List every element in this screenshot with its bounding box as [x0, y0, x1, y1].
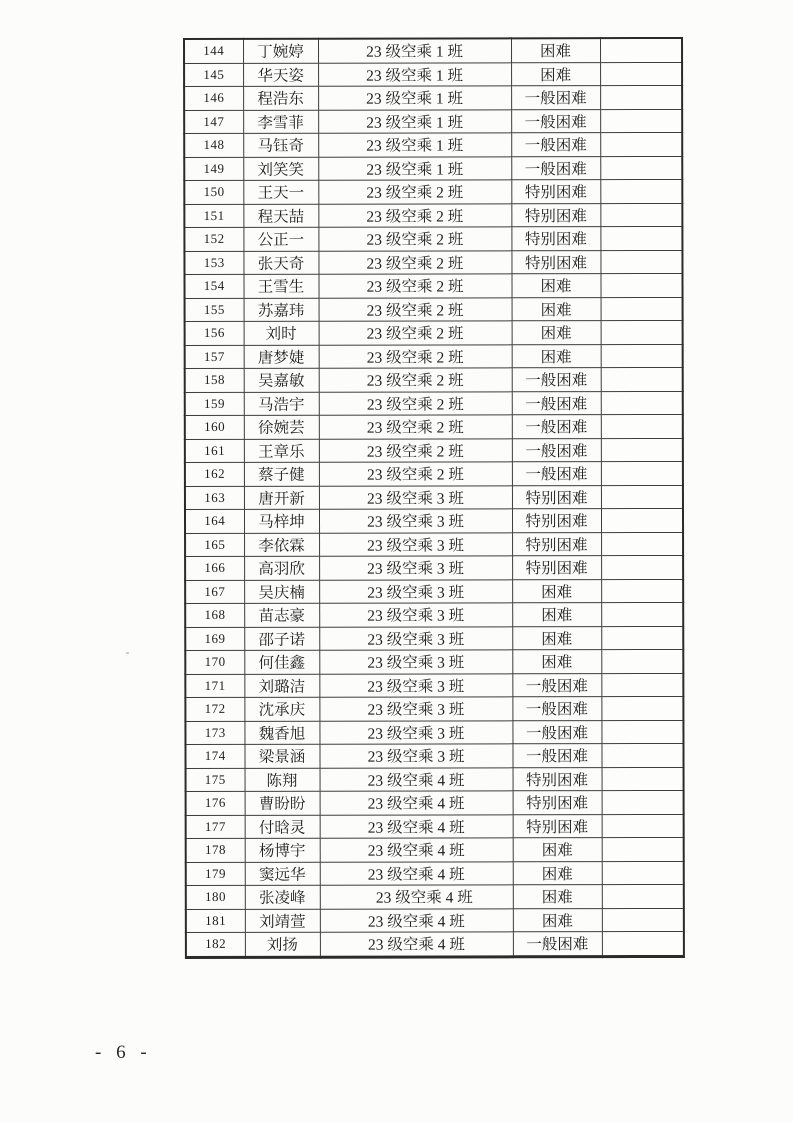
student-name-cell: 蔡子健: [244, 462, 319, 486]
row-number-cell: 160: [185, 415, 244, 439]
note-cell: [600, 132, 682, 156]
note-cell: [601, 508, 683, 532]
student-name-cell: 刘璐洁: [244, 674, 319, 698]
row-number-cell: 159: [185, 392, 244, 416]
note-cell: [601, 438, 683, 462]
student-name-cell: 吴嘉敏: [244, 368, 319, 392]
note-cell: [602, 767, 684, 791]
class-cell: 23 级空乘 3 班: [319, 603, 512, 627]
difficulty-cell: 一般困难: [512, 462, 601, 486]
row-number-cell: 181: [186, 909, 245, 933]
class-cell: 23 级空乘 2 班: [319, 368, 512, 392]
table-row: [185, 743, 683, 768]
difficulty-cell: 特别困难: [511, 180, 600, 204]
student-difficulty-table: [183, 37, 685, 959]
row-number-cell: 148: [184, 133, 243, 157]
note-cell: [601, 367, 683, 391]
student-name-cell: 苗志豪: [244, 603, 319, 627]
table-row: [185, 602, 683, 627]
table-row: [186, 884, 684, 909]
student-name-cell: 何佳鑫: [244, 650, 319, 674]
class-cell: 23 级空乘 4 班: [320, 932, 513, 957]
note-cell: [601, 720, 683, 744]
difficulty-cell: 困难: [513, 885, 602, 909]
table-row: [184, 132, 682, 157]
row-number-cell: 169: [185, 627, 244, 651]
difficulty-cell: 困难: [511, 274, 600, 298]
difficulty-cell: 困难: [511, 38, 600, 62]
row-number-cell: 162: [185, 462, 244, 486]
difficulty-cell: 特别困难: [511, 203, 600, 227]
student-name-cell: 华天姿: [243, 63, 318, 87]
class-cell: 23 级空乘 4 班: [320, 861, 513, 885]
table-row: [185, 297, 683, 322]
difficulty-cell: 特别困难: [513, 791, 602, 815]
difficulty-cell: 特别困难: [512, 556, 601, 580]
difficulty-cell: 特别困难: [512, 532, 601, 556]
difficulty-cell: 困难: [513, 861, 602, 885]
table-row: [184, 38, 682, 63]
table-row: [184, 179, 682, 204]
note-cell: [600, 250, 682, 274]
table-row: [186, 814, 684, 839]
student-table-body: [184, 38, 684, 957]
student-name-cell: 刘靖萱: [245, 909, 320, 933]
difficulty-cell: 特别困难: [513, 767, 602, 791]
class-cell: 23 级空乘 2 班: [318, 250, 511, 274]
student-name-cell: 程浩东: [243, 86, 318, 110]
student-name-cell: 唐梦婕: [244, 345, 319, 369]
note-cell: [600, 38, 682, 62]
student-name-cell: 沈承庆: [244, 697, 319, 721]
table-row: [185, 320, 683, 345]
student-name-cell: 马钰奇: [243, 133, 318, 157]
row-number-cell: 153: [184, 251, 243, 275]
table-row: [185, 344, 683, 369]
note-cell: [601, 344, 683, 368]
class-cell: 23 级空乘 2 班: [319, 438, 512, 462]
difficulty-cell: 一般困难: [513, 932, 602, 957]
table-row: [185, 555, 683, 580]
table-row: [185, 649, 683, 674]
class-cell: 23 级空乘 2 班: [318, 180, 511, 204]
note-cell: [600, 179, 682, 203]
student-name-cell: 李依霖: [244, 533, 319, 557]
difficulty-cell: 一般困难: [511, 133, 600, 157]
student-name-cell: 邵子诺: [244, 627, 319, 651]
class-cell: 23 级空乘 3 班: [319, 744, 512, 768]
student-name-cell: 苏嘉玮: [244, 298, 319, 322]
row-number-cell: 174: [185, 744, 244, 768]
student-name-cell: 唐开新: [244, 486, 319, 510]
row-number-cell: 180: [186, 885, 245, 909]
class-cell: 23 级空乘 1 班: [318, 109, 511, 133]
class-cell: 23 级空乘 2 班: [319, 344, 512, 368]
student-name-cell: 李雪菲: [243, 110, 318, 134]
row-number-cell: 156: [185, 321, 244, 345]
row-number-cell: 182: [186, 932, 245, 957]
difficulty-cell: 困难: [512, 321, 601, 345]
note-cell: [602, 861, 684, 885]
difficulty-cell: 特别困难: [511, 227, 600, 251]
note-cell: [601, 649, 683, 673]
table-row: [184, 156, 682, 181]
student-name-cell: 魏香旭: [244, 721, 319, 745]
class-cell: 23 级空乘 2 班: [318, 203, 511, 227]
class-cell: 23 级空乘 3 班: [319, 673, 512, 697]
row-number-cell: 168: [185, 603, 244, 627]
student-name-cell: 刘时: [244, 321, 319, 345]
student-name-cell: 公正一: [243, 227, 318, 251]
row-number-cell: 172: [185, 697, 244, 721]
student-name-cell: 吴庆楠: [244, 580, 319, 604]
table-row: [186, 861, 684, 886]
class-cell: 23 级空乘 4 班: [320, 838, 513, 862]
table-row: [184, 250, 682, 275]
note-cell: [601, 602, 683, 626]
class-cell: 23 级空乘 3 班: [319, 650, 512, 674]
table-row: [185, 485, 683, 510]
difficulty-cell: 一般困难: [512, 697, 601, 721]
student-name-cell: 王雪生: [243, 274, 318, 298]
page-number: - 6 -: [95, 1042, 152, 1063]
note-cell: [600, 62, 682, 86]
class-cell: 23 级空乘 1 班: [318, 62, 511, 86]
note-cell: [600, 109, 682, 133]
note-cell: [601, 555, 683, 579]
class-cell: 23 级空乘 2 班: [319, 297, 512, 321]
row-number-cell: 151: [184, 204, 243, 228]
table-row: [184, 273, 682, 298]
difficulty-cell: 一般困难: [512, 720, 601, 744]
student-name-cell: 曹盼盼: [245, 791, 320, 815]
note-cell: [600, 273, 682, 297]
difficulty-cell: 特别困难: [513, 814, 602, 838]
class-cell: 23 级空乘 3 班: [319, 485, 512, 509]
note-cell: [600, 203, 682, 227]
table-row: [185, 414, 683, 439]
student-name-cell: 梁景涵: [244, 744, 319, 768]
difficulty-cell: 特别困难: [512, 485, 601, 509]
row-number-cell: 149: [184, 157, 243, 181]
table-row: [184, 62, 682, 87]
student-name-cell: 窦远华: [245, 862, 320, 886]
note-cell: [602, 931, 684, 956]
row-number-cell: 163: [185, 486, 244, 510]
table-row: [186, 767, 684, 792]
note-cell: [601, 673, 683, 697]
row-number-cell: 144: [184, 39, 243, 63]
class-cell: 23 级空乘 2 班: [318, 274, 511, 298]
difficulty-cell: 一般困难: [512, 368, 601, 392]
row-number-cell: 155: [185, 298, 244, 322]
note-cell: [601, 461, 683, 485]
class-cell: 23 级空乘 3 班: [319, 532, 512, 556]
student-name-cell: 张凌峰: [245, 885, 320, 909]
note-cell: [602, 837, 684, 861]
table-row: [186, 837, 684, 862]
difficulty-cell: 一般困难: [512, 438, 601, 462]
difficulty-cell: 困难: [512, 579, 601, 603]
class-cell: 23 级空乘 2 班: [319, 321, 512, 345]
difficulty-cell: 困难: [512, 344, 601, 368]
row-number-cell: 150: [184, 180, 243, 204]
table-row: [185, 367, 683, 392]
row-number-cell: 152: [184, 227, 243, 251]
row-number-cell: 165: [185, 533, 244, 557]
note-cell: [601, 532, 683, 556]
note-cell: [601, 626, 683, 650]
note-cell: [601, 485, 683, 509]
row-number-cell: 176: [186, 791, 245, 815]
student-name-cell: 张天奇: [243, 251, 318, 275]
note-cell: [601, 579, 683, 603]
table-row: [185, 391, 683, 416]
table-row: [185, 579, 683, 604]
row-number-cell: 173: [185, 721, 244, 745]
class-cell: 23 级空乘 4 班: [320, 791, 513, 815]
note-cell: [601, 696, 683, 720]
table-row: [185, 508, 683, 533]
student-name-cell: 王章乐: [244, 439, 319, 463]
difficulty-cell: 一般困难: [511, 109, 600, 133]
row-number-cell: 154: [184, 274, 243, 298]
row-number-cell: 177: [186, 815, 245, 839]
table-row: [185, 438, 683, 463]
note-cell: [601, 743, 683, 767]
row-number-cell: 171: [185, 674, 244, 698]
table-row: [186, 790, 684, 815]
table-row: [184, 226, 682, 251]
row-number-cell: 167: [185, 580, 244, 604]
table-row: [186, 931, 684, 957]
table-row: [184, 109, 682, 134]
table-row: [185, 720, 683, 745]
class-cell: 23 级空乘 1 班: [318, 38, 511, 62]
class-cell: 23 级空乘 3 班: [319, 720, 512, 744]
difficulty-cell: 一般困难: [512, 744, 601, 768]
class-cell: 23 级空乘 2 班: [319, 462, 512, 486]
note-cell: [600, 85, 682, 109]
student-name-cell: 徐婉芸: [244, 415, 319, 439]
row-number-cell: 158: [185, 368, 244, 392]
note-cell: [601, 297, 683, 321]
student-name-cell: 刘扬: [245, 932, 320, 957]
table-row: [185, 696, 683, 721]
student-name-cell: 杨博宇: [245, 838, 320, 862]
class-cell: 23 级空乘 3 班: [319, 626, 512, 650]
table-row: [185, 673, 683, 698]
difficulty-cell: 一般困难: [512, 415, 601, 439]
difficulty-cell: 一般困难: [511, 86, 600, 110]
difficulty-cell: 特别困难: [511, 250, 600, 274]
table-row: [186, 908, 684, 933]
class-cell: 23 级空乘 3 班: [319, 556, 512, 580]
class-cell: 23 级空乘 2 班: [318, 227, 511, 251]
note-cell: [602, 908, 684, 932]
row-number-cell: 146: [184, 86, 243, 110]
row-number-cell: 145: [184, 63, 243, 87]
class-cell: 23 级空乘 4 班: [320, 814, 513, 838]
class-cell: 23 级空乘 4 班: [320, 885, 513, 909]
row-number-cell: 178: [186, 838, 245, 862]
difficulty-cell: 一般困难: [512, 391, 601, 415]
note-cell: [601, 391, 683, 415]
student-name-cell: 马梓坤: [244, 509, 319, 533]
row-number-cell: 170: [185, 650, 244, 674]
table-row: [185, 461, 683, 486]
class-cell: 23 级空乘 3 班: [319, 579, 512, 603]
row-number-cell: 179: [186, 862, 245, 886]
class-cell: 23 级空乘 2 班: [319, 391, 512, 415]
difficulty-cell: 困难: [513, 838, 602, 862]
difficulty-cell: 困难: [512, 603, 601, 627]
student-name-cell: 程天喆: [243, 204, 318, 228]
student-name-cell: 马浩宇: [244, 392, 319, 416]
class-cell: 23 级空乘 4 班: [320, 908, 513, 932]
scan-speck: [126, 652, 129, 654]
note-cell: [602, 814, 684, 838]
table-row: [184, 203, 682, 228]
student-name-cell: 付晗灵: [245, 815, 320, 839]
row-number-cell: 164: [185, 509, 244, 533]
class-cell: 23 级空乘 1 班: [318, 156, 511, 180]
note-cell: [601, 414, 683, 438]
difficulty-cell: 特别困难: [512, 509, 601, 533]
row-number-cell: 166: [185, 556, 244, 580]
student-name-cell: 陈翔: [245, 768, 320, 792]
student-name-cell: 刘笑笑: [243, 157, 318, 181]
student-name-cell: 高羽欣: [244, 556, 319, 580]
difficulty-cell: 困难: [512, 297, 601, 321]
row-number-cell: 161: [185, 439, 244, 463]
class-cell: 23 级空乘 1 班: [318, 133, 511, 157]
difficulty-cell: 一般困难: [512, 673, 601, 697]
row-number-cell: 175: [186, 768, 245, 792]
difficulty-cell: 困难: [511, 62, 600, 86]
class-cell: 23 级空乘 2 班: [319, 415, 512, 439]
note-cell: [602, 884, 684, 908]
class-cell: 23 级空乘 3 班: [319, 697, 512, 721]
student-name-cell: 王天一: [243, 180, 318, 204]
class-cell: 23 级空乘 3 班: [319, 509, 512, 533]
difficulty-cell: 一般困难: [511, 156, 600, 180]
class-cell: 23 级空乘 1 班: [318, 86, 511, 110]
row-number-cell: 147: [184, 110, 243, 134]
table-row: [185, 532, 683, 557]
student-name-cell: 丁婉婷: [243, 39, 318, 63]
note-cell: [602, 790, 684, 814]
class-cell: 23 级空乘 4 班: [320, 767, 513, 791]
difficulty-cell: 困难: [512, 650, 601, 674]
note-cell: [601, 320, 683, 344]
table-row: [184, 85, 682, 110]
note-cell: [600, 156, 682, 180]
table-row: [185, 626, 683, 651]
difficulty-cell: 困难: [512, 626, 601, 650]
note-cell: [600, 226, 682, 250]
row-number-cell: 157: [185, 345, 244, 369]
difficulty-cell: 困难: [513, 908, 602, 932]
